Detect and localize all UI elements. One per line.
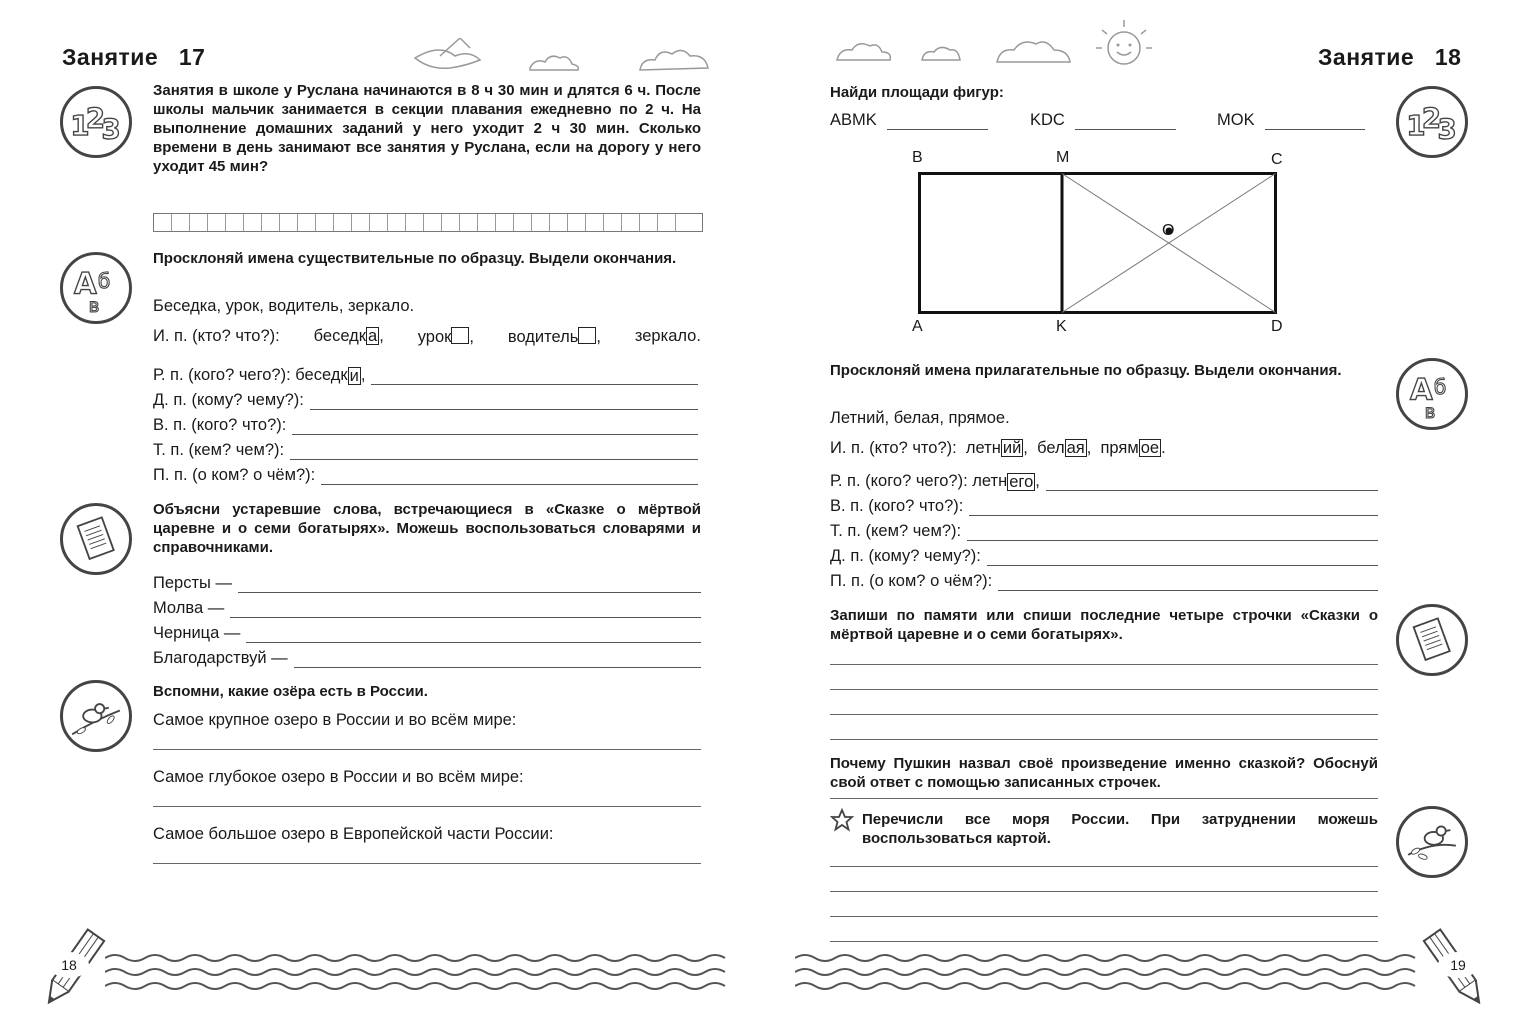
book-icon (60, 503, 132, 575)
svg-text:1: 1 (70, 109, 90, 142)
answer-line[interactable] (153, 863, 701, 864)
point-label-d: D (1271, 318, 1283, 335)
svg-text:2: 2 (1421, 102, 1442, 135)
svg-text:в: в (88, 295, 100, 317)
point-label-m: M (1056, 149, 1070, 166)
old-word-row-persty[interactable]: Персты — (153, 574, 701, 593)
rectangle-figure (918, 172, 1278, 314)
answer-grid[interactable] (153, 213, 703, 232)
wave-decoration (105, 950, 740, 994)
book-icon (1396, 604, 1468, 676)
svg-text:А: А (74, 266, 97, 301)
case-row-accusative-adj[interactable]: В. п. (кого? что?): (830, 497, 1378, 516)
math-123-icon (1396, 86, 1468, 158)
point-label-a: A (912, 318, 923, 335)
svg-text:б: б (1433, 375, 1447, 399)
task-copy-lines: Запиши по памяти или спиши последние четыре строчки «Сказки о мёртвой царевне и о семи богатырях». (830, 607, 1378, 643)
page-title-left: Занятие 17 (62, 44, 206, 70)
case-row-accusative[interactable]: В. п. (кого? что?): (153, 416, 698, 435)
task-lakes: Вспомни, какие озёра есть в России. (153, 683, 428, 700)
answer-line[interactable] (830, 941, 1378, 942)
point-label-c: C (1271, 151, 1283, 168)
bird-on-branch-icon (60, 680, 132, 752)
page-number-right: 19 (1438, 952, 1478, 978)
adjective-words: Летний, белая, прямое. (830, 409, 1010, 427)
point-label-b: B (912, 149, 923, 166)
svg-text:3: 3 (1437, 113, 1457, 146)
noun-words: Беседка, урок, водитель, зеркало. (153, 297, 415, 315)
area-field-kdc[interactable]: KDC (1030, 111, 1176, 130)
nominative-example-adj: И. п. (кто? что?): летн ий , бел ая , прям ое . (830, 439, 1166, 457)
old-word-row-blagodarstvuy[interactable]: Благодарствуй — (153, 649, 701, 668)
lake-question-largest: Самое крупное озеро в России и во всём мире: (153, 711, 517, 729)
answer-line[interactable] (830, 866, 1378, 867)
answer-line[interactable] (830, 891, 1378, 892)
svg-text:1: 1 (1406, 109, 1426, 142)
old-word-row-chernitsa[interactable]: Черница — (153, 624, 701, 643)
case-row-prepositional[interactable]: П. п. (о ком? о чём?): (153, 466, 698, 485)
task-adjective-declension: Просклоняй имена прилагательные по образцу. Выдели окончания. (830, 362, 1342, 379)
old-word-row-molva[interactable]: Молва — (153, 599, 701, 618)
case-row-prepositional-adj[interactable]: П. п. (о ком? о чём?): (830, 572, 1378, 591)
bird-on-branch-icon (1396, 806, 1468, 878)
abv-letters-icon (60, 252, 132, 324)
task-seas: Перечисли все моря России. При затруднении можешь воспользоваться картой. (862, 811, 1378, 847)
case-row-instrumental-adj[interactable]: Т. п. (кем? чем?): (830, 522, 1378, 541)
nominative-example: И. п. (кто? что?): беседк а , урок , водитель , зеркало. (153, 327, 701, 346)
task-old-words: Объясни устаревшие слова, встречающиеся в «Сказке о мёртвой царевне и о семи богатырях». Можешь воспользоваться словарями и справочниками. (153, 501, 701, 556)
abv-letters-icon (1396, 358, 1468, 430)
case-row-dative-adj[interactable]: Д. п. (кому? чему?): (830, 547, 1378, 566)
answer-line[interactable] (830, 739, 1378, 740)
task-time-problem: Занятия в школе у Руслана начинаются в 8 ч 30 мин и длятся 6 ч. После школы мальчик занимается в секции плавания ежедневно по 2 ч. На выполнение домашних заданий у него уходит 2 ч 30 мин. Сколько времени в день занимают все занятия у Руслана, если на дорогу у него уходит 45 мин? (153, 82, 701, 175)
answer-line[interactable] (153, 806, 701, 807)
area-field-mok[interactable]: MOK (1217, 111, 1365, 130)
lake-question-deepest: Самое глубокое озеро в России и во всём мире: (153, 768, 524, 786)
wave-decoration (795, 950, 1430, 994)
answer-line[interactable] (830, 798, 1378, 799)
clouds-sun-decoration (832, 18, 1162, 78)
case-row-instrumental[interactable]: Т. п. (кем? чем?): (153, 441, 698, 460)
answer-line[interactable] (830, 916, 1378, 917)
answer-line[interactable] (830, 664, 1378, 665)
point-label-o: O (1162, 222, 1175, 239)
answer-line[interactable] (830, 714, 1378, 715)
math-123-icon (60, 86, 132, 158)
lake-question-europe: Самое большое озеро в Европейской части России: (153, 825, 554, 843)
svg-text:3: 3 (101, 113, 121, 146)
answer-line[interactable] (830, 689, 1378, 690)
page-title-right: Занятие 18 (1318, 44, 1462, 70)
svg-text:А: А (1410, 372, 1433, 407)
task-find-areas: Найди площади фигур: (830, 84, 1004, 101)
case-row-genitive-adj[interactable]: Р. п. (кого? чего?): летн его , (830, 472, 1378, 491)
svg-text:б: б (97, 269, 111, 293)
case-row-dative[interactable]: Д. п. (кому? чему?): (153, 391, 698, 410)
answer-line[interactable] (153, 749, 701, 750)
star-icon (830, 808, 854, 832)
task-why-fairy-tale: Почему Пушкин назвал своё произведение именно сказкой? Обоснуй свой ответ с помощью записанных строчек. (830, 755, 1378, 791)
svg-text:в: в (1424, 401, 1436, 423)
bird-clouds-decoration (410, 38, 720, 78)
point-label-k: K (1056, 318, 1067, 335)
svg-text:2: 2 (85, 102, 106, 135)
task-noun-declension: Просклоняй имена существительные по образцу. Выдели окончания. (153, 250, 677, 267)
page-number-left: 18 (49, 952, 89, 978)
case-row-genitive[interactable]: Р. п. (кого? чего?): беседк и , (153, 366, 698, 385)
area-field-abmk[interactable]: ABMK (830, 111, 988, 130)
